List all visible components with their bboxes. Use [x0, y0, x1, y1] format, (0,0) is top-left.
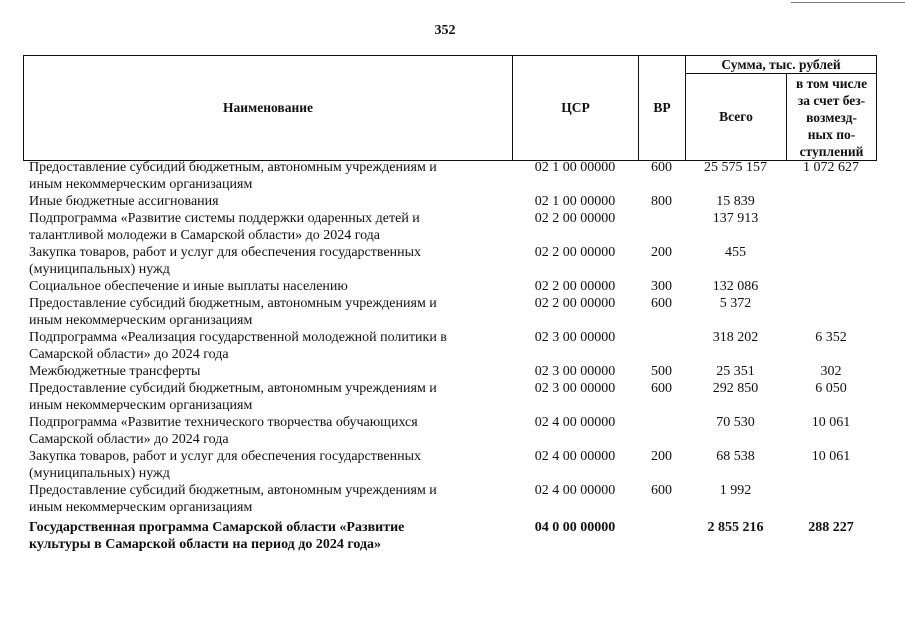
table-body — [23, 159, 876, 553]
row-csr: 02 4 00 00000 — [534, 449, 616, 464]
row-name — [23, 210, 512, 244]
row-name — [23, 295, 512, 329]
row-name — [23, 159, 512, 193]
table-row — [23, 295, 876, 329]
row-total: 2 855 216 — [707, 520, 764, 535]
row-csr: 02 2 00 00000 — [534, 296, 616, 311]
row-name-line: Подпрограмма «Развитие технического творчества обучающихся — [29, 415, 418, 430]
table-row — [23, 210, 876, 244]
row-name-line: Межбюджетные трансферты — [29, 364, 201, 379]
table-row — [23, 329, 876, 363]
row-csr: 02 2 00 00000 — [534, 211, 616, 226]
table-row — [23, 363, 876, 380]
row-incl: 288 227 — [808, 520, 854, 535]
row-csr: 02 3 00 00000 — [534, 381, 616, 396]
table-row — [23, 278, 876, 295]
row-vr: 200 — [651, 449, 672, 464]
header-incl-line: ных по- — [807, 126, 856, 142]
row-incl — [786, 482, 876, 516]
row-total: 132 086 — [712, 279, 759, 294]
row-total: 5 372 — [719, 296, 752, 311]
row-name-line: Предоставление субсидий бюджетным, автономным учреждениям и — [29, 483, 437, 498]
row-total: 137 913 — [712, 211, 759, 226]
header-vr: ВР — [639, 56, 686, 161]
row-csr: 02 4 00 00000 — [534, 415, 616, 430]
row-vr: 600 — [651, 483, 672, 498]
row-name — [23, 244, 512, 278]
row-total: 68 538 — [716, 449, 755, 464]
row-name — [23, 516, 512, 553]
row-incl — [786, 244, 876, 278]
row-vr: 200 — [651, 245, 672, 260]
row-incl — [786, 278, 876, 295]
row-vr — [638, 329, 685, 363]
row-name — [23, 448, 512, 482]
row-vr: 600 — [651, 296, 672, 311]
header-sum: Сумма, тыс. рублей — [686, 56, 877, 74]
header-incl-line: в том числе — [795, 75, 868, 91]
row-total: 25 575 157 — [704, 160, 767, 175]
row-total: 70 530 — [716, 415, 755, 430]
table-row — [23, 380, 876, 414]
row-total: 318 202 — [712, 330, 759, 345]
row-total: 1 992 — [719, 483, 752, 498]
row-csr: 02 2 00 00000 — [534, 279, 616, 294]
row-name-line: Социальное обеспечение и иные выплаты населению — [29, 279, 348, 294]
table-row — [23, 448, 876, 482]
row-csr: 02 3 00 00000 — [534, 364, 616, 379]
row-csr: 02 3 00 00000 — [534, 330, 616, 345]
row-name-line: Государственная программа Самарской области «Развитие — [29, 520, 405, 535]
row-name-line: иным некоммерческим организациям — [29, 500, 253, 515]
row-name-line: Самарской области» до 2024 года — [29, 432, 229, 447]
row-name-line: (муниципальных) нужд — [29, 466, 170, 481]
row-name-line: талантливой молодежи в Самарской области» до 2024 года — [29, 228, 381, 243]
row-incl: 6 352 — [815, 330, 847, 345]
table-row — [23, 414, 876, 448]
table-row — [23, 193, 876, 210]
row-name — [23, 380, 512, 414]
header-name: Наименование — [24, 56, 513, 161]
row-csr: 02 1 00 00000 — [534, 160, 616, 175]
row-vr: 500 — [651, 364, 672, 379]
row-csr: 02 4 00 00000 — [534, 483, 616, 498]
page-number: 352 — [434, 23, 456, 38]
row-name-line: Предоставление субсидий бюджетным, автономным учреждениям и — [29, 296, 437, 311]
row-name-line: Подпрограмма «Реализация государственной молодежной политики в — [29, 330, 447, 345]
row-vr: 800 — [651, 194, 672, 209]
row-name-line: культуры в Самарской области на период до 2024 года» — [29, 537, 382, 552]
row-name-line: иным некоммерческим организациям — [29, 313, 253, 328]
row-name — [23, 363, 512, 380]
row-name — [23, 193, 512, 210]
row-name — [23, 414, 512, 448]
row-csr: 04 0 00 00000 — [534, 520, 616, 535]
table-row — [23, 244, 876, 278]
row-name-line: Предоставление субсидий бюджетным, автономным учреждениям и — [29, 160, 437, 175]
row-name-line: Подпрограмма «Развитие системы поддержки одаренных детей и — [29, 211, 420, 226]
header-incl-line: возмезд- — [806, 109, 857, 125]
row-vr: 300 — [651, 279, 672, 294]
row-name-line: Предоставление субсидий бюджетным, автономным учреждениям и — [29, 381, 437, 396]
table-row — [23, 516, 876, 553]
row-incl — [786, 193, 876, 210]
table-row — [23, 482, 876, 516]
row-csr: 02 2 00 00000 — [534, 245, 616, 260]
header-incl-line: ступлений — [799, 143, 864, 159]
row-vr — [638, 516, 685, 553]
header-incl — [787, 74, 877, 161]
row-incl: 6 050 — [815, 381, 847, 396]
row-name-line: Иные бюджетные ассигнования — [29, 194, 219, 209]
row-vr — [638, 210, 685, 244]
row-name-line: Самарской области» до 2024 года — [29, 347, 229, 362]
row-vr: 600 — [651, 381, 672, 396]
row-incl: 10 061 — [811, 449, 851, 464]
row-incl — [786, 295, 876, 329]
table-row — [23, 159, 876, 193]
row-name-line: (муниципальных) нужд — [29, 262, 170, 277]
row-total: 455 — [725, 245, 746, 260]
row-incl: 10 061 — [811, 415, 851, 430]
row-incl: 1 072 627 — [803, 160, 859, 175]
row-total: 15 839 — [716, 194, 755, 209]
corner-line — [791, 2, 905, 3]
row-name-line: иным некоммерческим организациям — [29, 177, 253, 192]
row-name-line: Закупка товаров, работ и услуг для обеспечения государственных — [29, 245, 422, 260]
row-vr: 600 — [651, 160, 672, 175]
row-total: 292 850 — [712, 381, 759, 396]
header-csr: ЦСР — [513, 56, 639, 161]
row-total: 25 351 — [716, 364, 755, 379]
row-incl: 302 — [820, 364, 842, 379]
row-name-line: иным некоммерческим организациям — [29, 398, 253, 413]
row-name-line: Закупка товаров, работ и услуг для обеспечения государственных — [29, 449, 422, 464]
row-vr — [638, 414, 685, 448]
row-csr: 02 1 00 00000 — [534, 194, 616, 209]
row-incl — [786, 210, 876, 244]
row-name — [23, 278, 512, 295]
table-header — [23, 55, 877, 161]
row-name — [23, 482, 512, 516]
header-total: Всего — [686, 74, 787, 161]
row-name — [23, 329, 512, 363]
header-incl-line: за счет без- — [797, 92, 866, 108]
